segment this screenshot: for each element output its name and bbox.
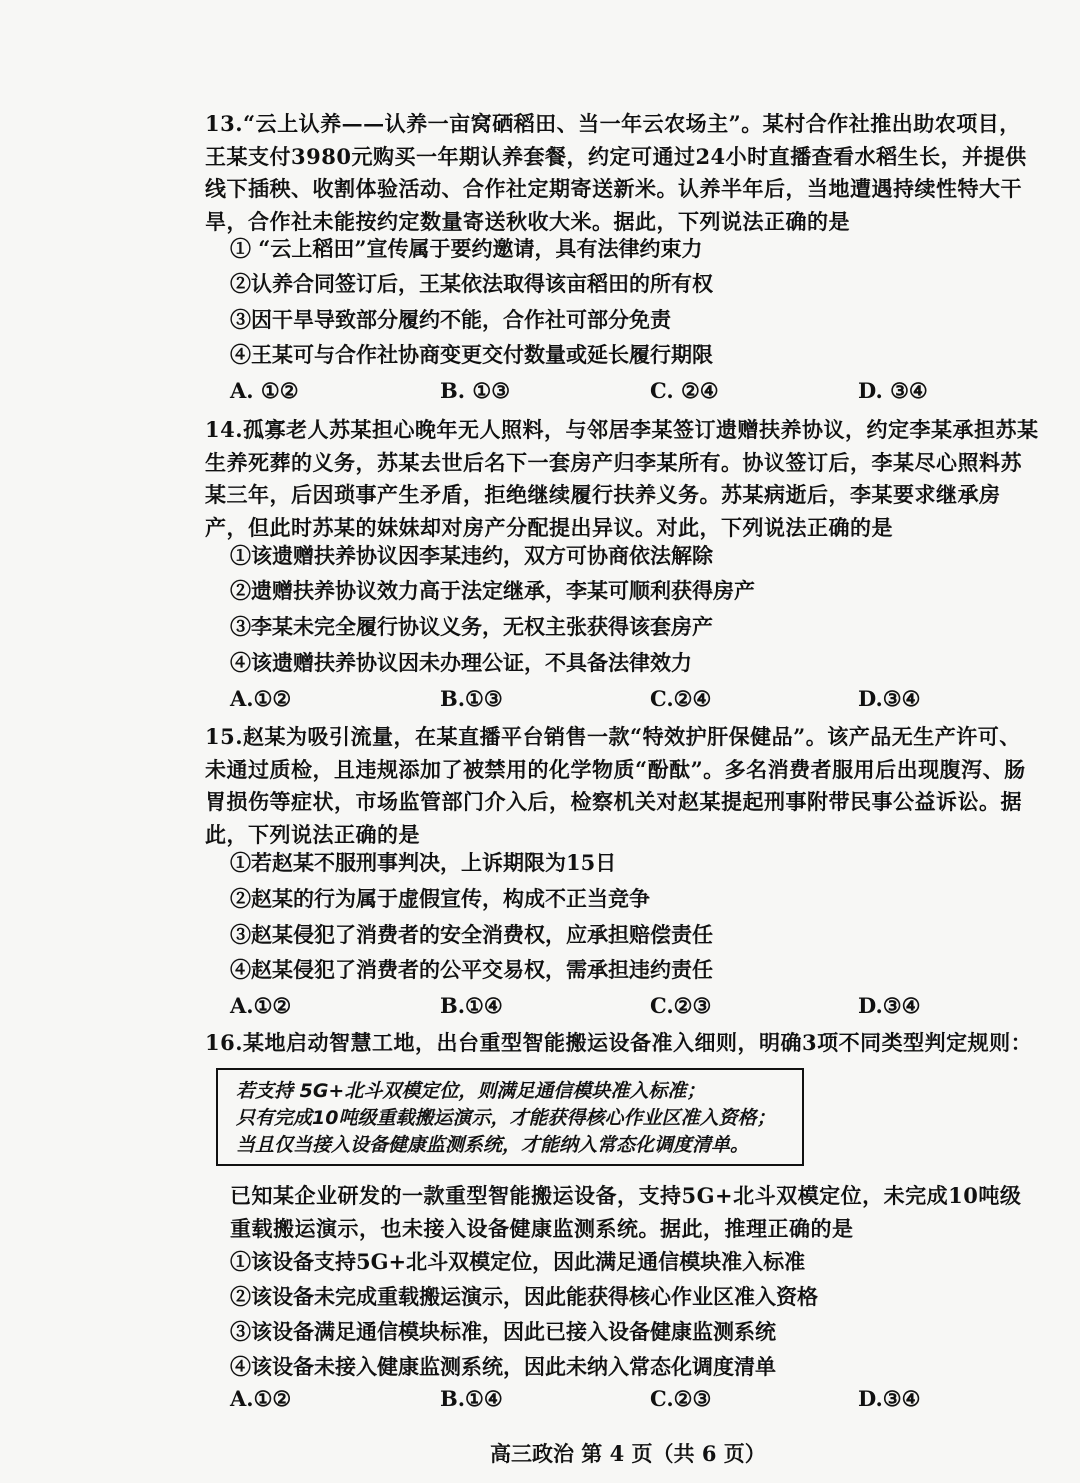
question-14-option-1: ①该遗赠扶养协议因李某违约，双方可协商依法解除 <box>230 543 713 568</box>
question-14-option-4: ④该遗赠扶养协议因未办理公证，不具备法律效力 <box>230 650 692 675</box>
question-15-stem: 15.赵某为吸引流量，在某直播平台销售一款“特效护肝保健品”。该产品无生产许可、未通过质检，且违规添加了被禁用的化学物质“酚酞”。多名消费者服用后出现腹泻、肠胃损伤等症状，市场监管部门介入后，检察机关对赵某提起刑事附带民事公益诉讼。据此，下列说法正确的是 <box>205 724 1026 847</box>
question-16-option-2: ②该设备未完成重载搬运演示，因此能获得核心作业区准入资格 <box>230 1284 818 1309</box>
question-15-choice-c: C.②③ <box>650 993 712 1018</box>
question-14-choice-d: D.③④ <box>858 686 921 711</box>
question-16-choice-c: C.②③ <box>650 1386 712 1411</box>
question-15-option-2: ②赵某的行为属于虚假宣传，构成不正当竞争 <box>230 886 650 911</box>
question-14-choice-a: A.①② <box>230 686 292 711</box>
question-14-choice-b: B.①③ <box>440 686 503 711</box>
question-13-option-2: ②认养合同签订后，王某依法取得该亩稻田的所有权 <box>230 271 713 296</box>
question-16-choice-b: B.①④ <box>440 1386 503 1411</box>
question-15-option-1: ①若赵某不服刑事判决，上诉期限为15日 <box>230 850 617 875</box>
question-16-option-3: ③该设备满足通信模块标准，因此已接入设备健康监测系统 <box>230 1319 776 1344</box>
question-13-option-1: ① “云上稻田”宣传属于要约邀请，具有法律约束力 <box>230 236 703 261</box>
question-16-choice-a: A.①② <box>230 1386 292 1411</box>
question-14-stem: 14.孤寡老人苏某担心晚年无人照料，与邻居李某签订遗赠扶养协议，约定李某承担苏某生养死葬的义务，苏某去世后名下一套房产归李某所有。协议签订后，李某尽心照料苏某三年，后因琐事产生矛盾，拒绝继续履行扶养义务。苏某病逝后，李某要求继承房产，但此时苏某的妹妹却对房产分配提出异议。对此，下列说法正确的是 <box>205 417 1039 540</box>
question-14-option-2: ②遗赠扶养协议效力高于法定继承，李某可顺利获得房产 <box>230 578 755 603</box>
question-16-stem-continued: 已知某企业研发的一款重型智能搬运设备，支持5G+北斗双模定位，未完成10吨级重载搬运演示，也未接入设备健康监测系统。据此，推理正确的是 <box>230 1183 1022 1241</box>
question-13-option-4: ④王某可与合作社协商变更交付数量或延长履行期限 <box>230 342 713 367</box>
question-14-option-3: ③李某未完全履行协议义务，无权主张获得该套房产 <box>230 614 713 639</box>
question-13-choice-d: D. ③④ <box>858 378 928 403</box>
question-15-choice-b: B.①④ <box>440 993 503 1018</box>
question-13-choice-a: A. ①② <box>230 378 299 403</box>
question-15-option-4: ④赵某侵犯了消费者的公平交易权，需承担违约责任 <box>230 957 713 982</box>
rule-3: 当且仅当接入设备健康监测系统，才能纳入常态化调度清单。 <box>236 1134 750 1156</box>
question-16-option-4: ④该设备未接入健康监测系统，因此未纳入常态化调度清单 <box>230 1354 776 1379</box>
rule-1: 若支持 5G+北斗双模定位，则满足通信模块准入标准； <box>236 1080 706 1102</box>
question-15-choice-d: D.③④ <box>858 993 921 1018</box>
page-footer: 高三政治 第 4 页（共 6 页） <box>490 1441 766 1466</box>
rules-box <box>216 1068 804 1166</box>
question-13-stem: 13.“云上认养——认养一亩窝硒稻田、当一年云农场主”。某村合作社推出助农项目，王某支付3980元购买一年期认养套餐，约定可通过24小时直播查看水稻生长，并提供线下插秧、收割体验活动、合作社定期寄送新米。认养半年后，当地遭遇持续性特大干旱，合作社未能按约定数量寄送秋收大米。据此，下列说法正确的是 <box>205 111 1027 234</box>
question-16-stem: 16.某地启动智慧工地，出台重型智能搬运设备准入细则，明确3项不同类型判定规则： <box>205 1030 1033 1055</box>
question-13-choice-c: C. ②④ <box>650 378 719 403</box>
question-13-choice-b: B. ①③ <box>440 378 511 403</box>
question-13-option-3: ③因干旱导致部分履约不能，合作社可部分免责 <box>230 307 671 332</box>
question-16-option-1: ①该设备支持5G+北斗双模定位，因此满足通信模块准入标准 <box>230 1249 806 1274</box>
question-14-choice-c: C.②④ <box>650 686 712 711</box>
rule-2: 只有完成10吨级重载搬运演示，才能获得核心作业区准入资格； <box>236 1107 776 1129</box>
question-15-choice-a: A.①② <box>230 993 292 1018</box>
question-16-choice-d: D.③④ <box>858 1386 921 1411</box>
question-15-option-3: ③赵某侵犯了消费者的安全消费权，应承担赔偿责任 <box>230 922 713 947</box>
